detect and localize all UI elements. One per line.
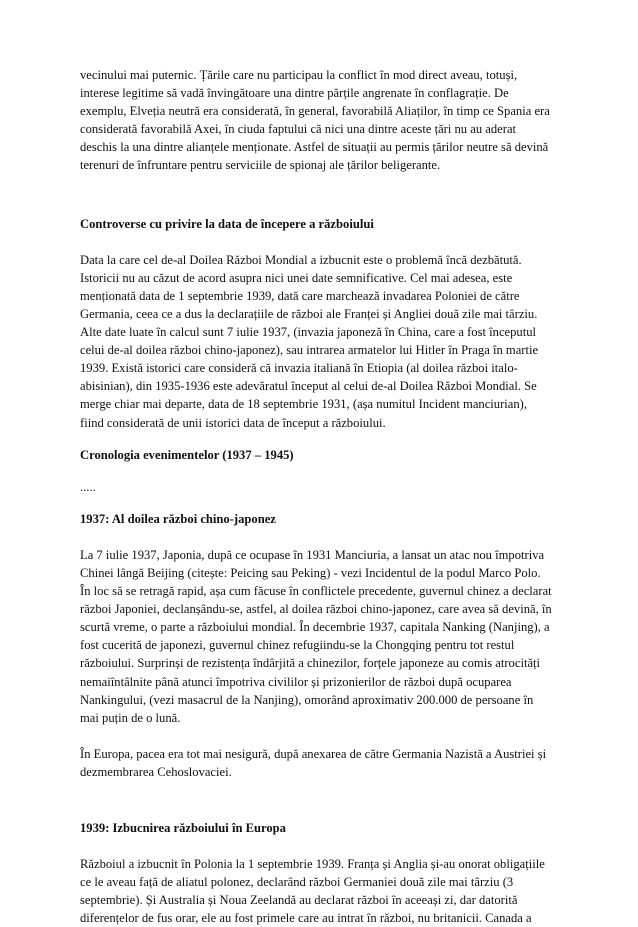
text-line: diferențelor de fus orar, ele au fost primele care au intrat în război, nu britanicii. Canada a	[80, 911, 532, 926]
text-line: Nankingului, (vezi masacrul de la Nanjing), omorând aproximativ 200.000 de persoane în	[80, 692, 534, 707]
heading-cronologia: Cronologia evenimentelor (1937 – 1945)	[80, 447, 294, 462]
paragraph-1939	[80, 855, 564, 927]
text-line: război Japoniei, declanșându-se, astfel, al doilea război chino-japonez, care avea să devină, în	[80, 602, 552, 617]
text-line: scurtă vreme, o parte a războiului mondial. În decembrie 1937, capitala Nanking (Nanjing), a	[80, 620, 550, 635]
text-line: Germania, ceea ce a dus la declarațiile de război ale Franței și Angliei două zile mai târziu.	[80, 306, 538, 321]
text-line: fost cucerită de japonezi, guvernul chinez refugiindu-se la Chongqing pentru tot restul	[80, 638, 515, 653]
heading-controverse: Controverse cu privire la data de începere a războiului	[80, 216, 374, 231]
text-line: Chinei lângă Beijing (citește: Peicing sau Peking) - vezi Incidentul de la podul Marco Polo.	[80, 565, 541, 580]
text-line: terenuri de înfruntare pentru serviciile de spionaj ale țărilor beligerante.	[80, 158, 441, 173]
paragraph-1937	[80, 546, 564, 727]
text-line: fiind considerată de unii istorici data de început a războiului.	[80, 415, 386, 430]
text-line: deschis la una dintre alianțele menționate. Astfel de situații au permis țărilor neutre să devină	[80, 140, 549, 155]
text-line: merge chiar mai departe, data de 18 septembrie 1931, (așa numitul Incident manciurian),	[80, 397, 528, 412]
text-line: exemplu, Elveția neutră era considerată, în general, favorabilă Aliaților, în timp ce Spania era	[80, 104, 550, 119]
text-line: septembrie). Și Australia și Noua Zeelandă au declarat război în aceeași zi, dar datorită	[80, 893, 518, 908]
text-line: nemaiîntâlnite până atunci împotriva civililor și prizonierilor de război după ocuparea	[80, 674, 512, 689]
text-line: celui de-al doilea război chino-japonez), sau intrarea armatelor lui Hitler în Praga în martie	[80, 343, 539, 358]
ellipsis-text: .....	[80, 479, 96, 494]
document-page	[80, 66, 564, 927]
paragraph-europa	[80, 745, 564, 781]
paragraph-intro	[80, 66, 564, 175]
text-line: considerată favorabilă Axei, în ciuda faptului că nici una dintre aceste țări nu au aderat	[80, 122, 517, 137]
text-line: interese legitime să vadă învingătoare una dintre părțile angrenate în conflagrație. De	[80, 86, 509, 101]
text-line: ce le aveau față de aliatul polonez, declarând război Germaniei două zile mai târziu (3	[80, 875, 514, 890]
text-line: menționată data de 1 septembrie 1939, dată care marchează invadarea Poloniei de către	[80, 288, 520, 303]
heading-1937: 1937: Al doilea război chino-japonez	[80, 511, 276, 526]
text-line: abisinian), din 1935-1936 este adevăratul început al celui de-al Doilea Război Mondial. Se	[80, 379, 537, 394]
text-line: Războiul a izbucnit în Polonia la 1 septembrie 1939. Franța și Anglia și-au onorat obligațiile	[80, 857, 545, 872]
paragraph-controverse	[80, 251, 564, 432]
text-line: dezmembrarea Cehoslovaciei.	[80, 764, 232, 779]
text-line: Istoricii nu au căzut de acord asupra nici unei date semnificative. Cel mai adesea, este	[80, 270, 513, 285]
text-line: 1939. Există istorici care consideră că invazia italiană în Etiopia (al doilea război italo-	[80, 361, 518, 376]
text-line: Alte date luate în calcul sunt 7 iulie 1937, (invazia japoneză în China, care a fost începutul	[80, 325, 537, 340]
text-line: vecinului mai puternic. Țările care nu participau la conflict în mod direct aveau, totuși,	[80, 68, 518, 82]
text-line: mai puțin de o lună.	[80, 710, 181, 725]
text-line: În Europa, pacea era tot mai nesigură, după anexarea de către Germania Nazistă a Austriei și	[80, 746, 547, 761]
text-line: În loc să se retragă rapid, așa cum făcuse în conflictele precedente, guvernul chinez a declarat	[80, 584, 552, 599]
heading-1939: 1939: Izbucnirea războiului în Europa	[80, 821, 286, 835]
text-line: războiului. Surprinși de rezistența îndârjită a chinezilor, forțele japoneze au comis atrocități	[80, 656, 541, 671]
text-line: La 7 iulie 1937, Japonia, după ce ocupase în 1931 Manciuria, a lansat un atac nou împotriva	[80, 547, 545, 562]
text-line: Data la care cel de-al Doilea Război Mondial a izbucnit este o problemă încă dezbătută.	[80, 252, 522, 267]
